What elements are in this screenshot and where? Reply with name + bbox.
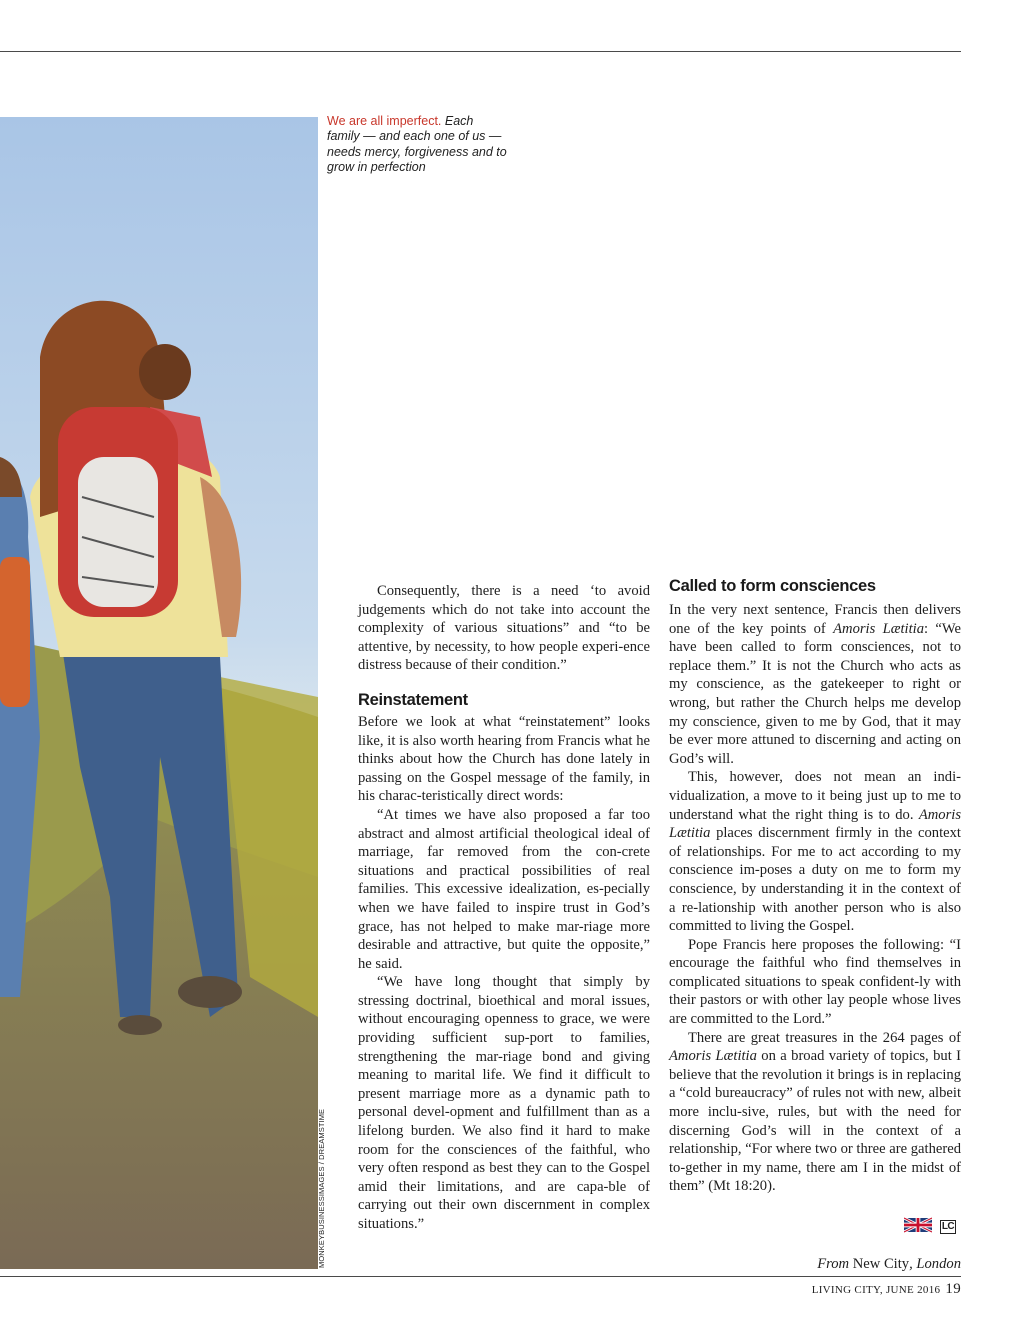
page-number: 19	[945, 1281, 961, 1297]
section-heading-reinstatement: Reinstatement	[358, 690, 468, 709]
paragraph: There are great treasures in the 264 pages of Amoris Lætitia on a broad variety of topics, but I believe that the revolution it brings is in replacing a “cold bureaucracy” of rules not with new, albeit more inclu-sive, rules, but with the need for discerning God’s will in the context of a relationship, “For where two or three are gathered to-gether in my name, there am I in the midst of them” (Mt 18:20).	[669, 1029, 961, 1195]
paragraph: Before we look at what “reinstatement” looks like, it is also worth hearing from Francis what he thinks about how the Church has done lately in passing on the Gospel message of the family, in his charac-teristically direct words:	[358, 713, 650, 805]
paragraph: Consequently, there is a need ‘to avoid judgements which do not take into account the complexity of various situations” and “to be attentive, by necessity, to how people experi-ence distress because of their condition.”	[358, 583, 650, 674]
photo-caption	[327, 114, 507, 176]
paragraph: In the very next sentence, Francis then delivers one of the key points of Amoris Lætitia: “We have been called to form consciences, not to replace them.” It is not the Church who acts as my conscience, as the gatekeeper to right or wrong, but rather the Church helps me develop my conscience, given to me by God, that it may be ever more attuned to discerning and acting on God’s will.	[669, 602, 961, 767]
source-attribution: From New City, London	[817, 1256, 961, 1272]
caption-lead: We are all imperfect.	[327, 114, 442, 128]
bottom-rule	[0, 1276, 961, 1277]
end-marks	[904, 1218, 956, 1236]
family-walking-photo	[0, 117, 318, 1269]
paragraph: This, however, does not mean an indi-vidualization, a move to it being just up to me to understand what the right thing is to do. Amoris Lætitia places discernment firmly in the context of relationships. For me to act according to my conscience im-poses a duty on me to form my conscience, by understanding it in the context of a re-lationship with another person who is also committed to living the Gospel.	[669, 769, 961, 935]
photo-credit: MONKEYBUSINESSIMAGES / DREAMSTIME	[317, 1108, 326, 1268]
paragraph: “We have long thought that simply by stressing doctrinal, bioethical and moral issues, without encouraging openness to grace, we were providing sufficient sup-port to families, strengthening the mar-riage bond and giving meaning to marital life. We find it difficult to present marriage more as a dynamic path to personal devel-opment and fulfillment than as a lifelong burden. We also find it hard to make room for the consciences of the faithful, who very often respond as best they can to the Gospel amid their limitations, and are capa-ble of carrying out their own discernment in complex situations.”	[358, 974, 650, 1232]
article-column-middle	[358, 582, 650, 1234]
top-rule	[0, 51, 961, 52]
paragraph: “At times we have also proposed a far too abstract and almost artificial theological ideal of marriage, far removed from the con-crete situations and practical possibilities of real families. This excessive idealization, es-pecially when we have failed to inspire trust in God’s grace, has not helped to make mar-riage more desirable and attractive, but quite the opposite,” he said.	[358, 806, 650, 972]
page-footer	[812, 1281, 961, 1298]
lc-end-badge: LC	[941, 1221, 955, 1232]
article-column-right	[669, 576, 961, 1196]
magazine-issue: LIVING CITY, JUNE 2016	[811, 1284, 941, 1296]
uk-flag-icon	[904, 1217, 932, 1238]
paragraph: Pope Francis here proposes the following: “I encourage the faithful who find themselves in complicated situations to speak confident-ly with their pastors or with other lay people whose lives are committed to the Lord.”	[669, 936, 961, 1028]
section-heading-consciences: Called to form consciences	[669, 577, 876, 595]
caption-text: Each family — and each one of us — needs mercy, forgiveness and to grow in perfection	[327, 114, 507, 175]
